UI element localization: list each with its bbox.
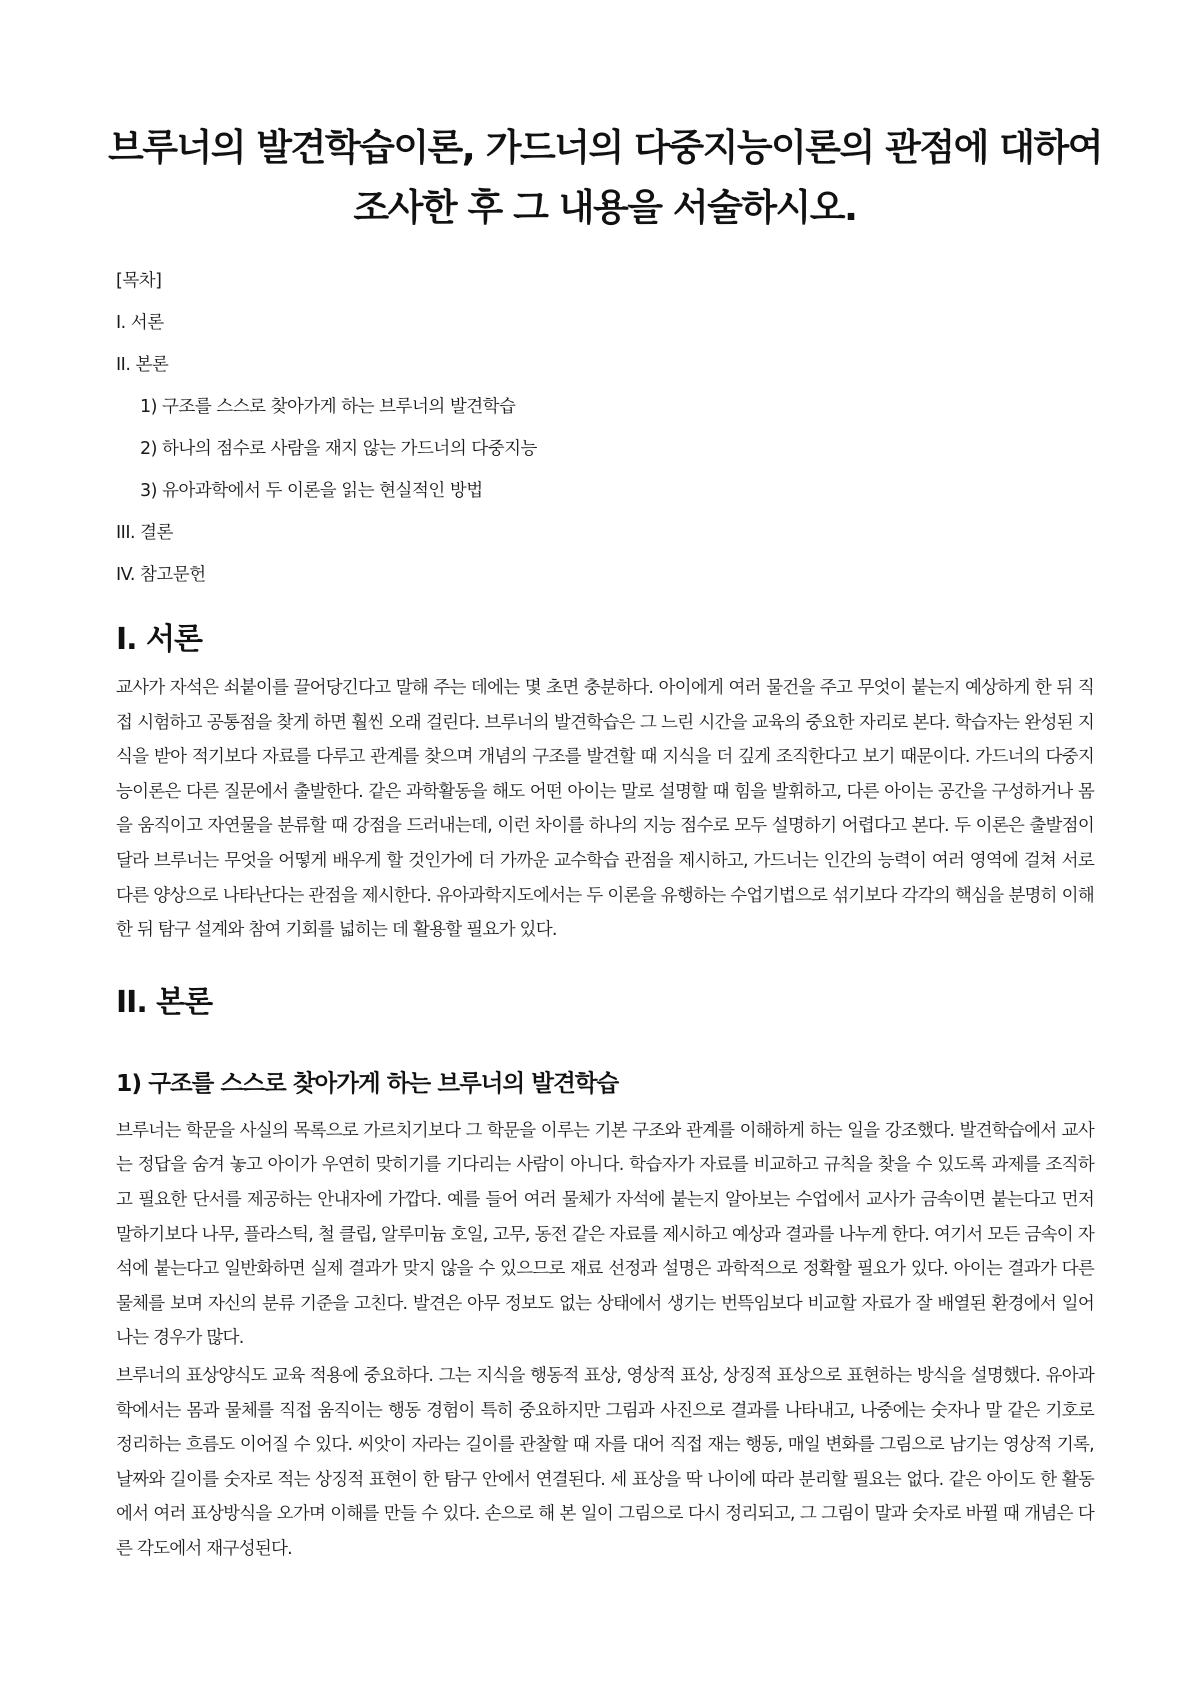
section-heading-introduction: I. 서론 bbox=[116, 622, 202, 657]
bruner-paragraph-1: 브루너는 학문을 사실의 목록으로 가르치기보다 그 학문을 이루는 기본 구조와 관계를 이해하게 하는 일을 강조했다. 발견학습에서 교사는 정답을 숨겨 놓고 아이가 우연히 맞히기를 기다리는 사람이 아니다. 학습자가 자료를 비교하고 규칙을 찾을 수 있도록 과제를 조직하고 필요한 단서를 제공하는 안내자에 가깝다. 예를 들어 여러 물체가 자석에 붙는지 알아보는 수업에서 교사가 금속이면 붙는다고 먼저 말하기보다 나무, 플라스틱, 철 클립, 알루미늄 호일, 고무, 동전 같은 자료를 제시하고 예상과 결과를 나누게 한다. 여기서 모든 금속이 자석에 붙는다고 일반화하면 실제 결과가 맞지 않을 수 있으므로 재료 선정과 설명은 과학적으로 정확할 필요가 있다. 아이는 결과가 다른 물체를 보며 자신의 분류 기준을 고친다. 발견은 아무 정보도 없는 상태에서 생기는 번뜩임보다 비교할 자료가 잘 배열된 환경에서 일어나는 경우가 많다. bbox=[116, 1120, 1094, 1349]
toc-item-conclusion: III. 결론 bbox=[116, 523, 173, 543]
toc-subitem-bruner: 1) 구조를 스스로 찾아가게 하는 브루너의 발견학습 bbox=[140, 397, 516, 417]
subsection-heading-bruner: 1) 구조를 스스로 찾아가게 하는 브루너의 발견학습 bbox=[116, 1068, 619, 1097]
toc-subitem-gardner: 2) 하나의 점수로 사람을 재지 않는 가드너의 다중지능 bbox=[140, 439, 537, 459]
toc-item-references: IV. 참고문헌 bbox=[116, 565, 206, 585]
section-heading-body: II. 본론 bbox=[116, 984, 213, 1020]
toc-heading: [목차] bbox=[116, 271, 162, 291]
toc-item-body: II. 본론 bbox=[116, 355, 169, 375]
bruner-paragraph-2: 브루너의 표상양식도 교육 적용에 중요하다. 그는 지식을 행동적 표상, 영상적 표상, 상징적 표상으로 표현하는 방식을 설명했다. 유아과학에서는 몸과 물체를 직접 움직이는 행동 경험이 특히 중요하지만 그림과 사진으로 결과를 나타내고, 나중에는 숫자나 말 같은 기호로 정리하는 흐름도 이어질 수 있다. 씨앗이 자라는 길이를 관찰할 때 자를 대어 직접 재는 행동, 매일 변화를 그림으로 남기는 영상적 기록, 날짜와 길이를 숫자로 적는 상징적 표현이 한 탐구 안에서 연결된다. 세 표상을 딱 나이에 따라 분리할 필요는 없다. 같은 아이도 한 활동에서 여러 표상방식을 오가며 이해를 만들 수 있다. 손으로 해 본 일이 그림으로 다시 정리되고, 그 그림이 말과 숫자로 바뀔 때 개념은 다른 각도에서 재구성된다. bbox=[116, 1365, 1094, 1559]
document-title: 브루너의 발견학습이론, 가드너의 다중지능이론의 관점에 대하여 조사한 후 그 내용을 서술하시오. bbox=[108, 126, 1102, 229]
toc-item-introduction: I. 서론 bbox=[116, 313, 164, 333]
table-of-contents bbox=[116, 260, 1094, 596]
toc-subitem-application: 3) 유아과학에서 두 이론을 읽는 현실적인 방법 bbox=[140, 481, 483, 501]
introduction-paragraph: 교사가 자석은 쇠붙이를 끌어당긴다고 말해 주는 데에는 몇 초면 충분하다. 아이에게 여러 물건을 주고 무엇이 붙는지 예상하게 한 뒤 직접 시험하고 공통점을 찾게 하면 훨씬 오래 걸린다. 브루너의 발견학습은 그 느린 시간을 교육의 중요한 자리로 본다. 학습자는 완성된 지식을 받아 적기보다 자료를 다루고 관계를 찾으며 개념의 구조를 발견할 때 지식을 더 깊게 조직한다고 보기 때문이다. 가드너의 다중지능이론은 다른 질문에서 출발한다. 같은 과학활동을 해도 어떤 아이는 말로 설명할 때 힘을 발휘하고, 다른 아이는 공간을 구성하거나 몸을 움직이고 자연물을 분류할 때 강점을 드러내는데, 이런 차이를 하나의 지능 점수로 모두 설명하기 어렵다고 본다. 두 이론은 출발점이 달라 브루너는 무엇을 어떻게 배우게 할 것인가에 더 가까운 교수학습 관점을 제시하고, 가드너는 인간의 능력이 여러 영역에 걸쳐 서로 다른 양상으로 나타난다는 관점을 제시한다. 유아과학지도에서는 두 이론을 유행하는 수업기법으로 섞기보다 각각의 핵심을 분명히 이해한 뒤 탐구 설계와 참여 기회를 넓히는 데 활용할 필요가 있다. bbox=[116, 678, 1094, 941]
